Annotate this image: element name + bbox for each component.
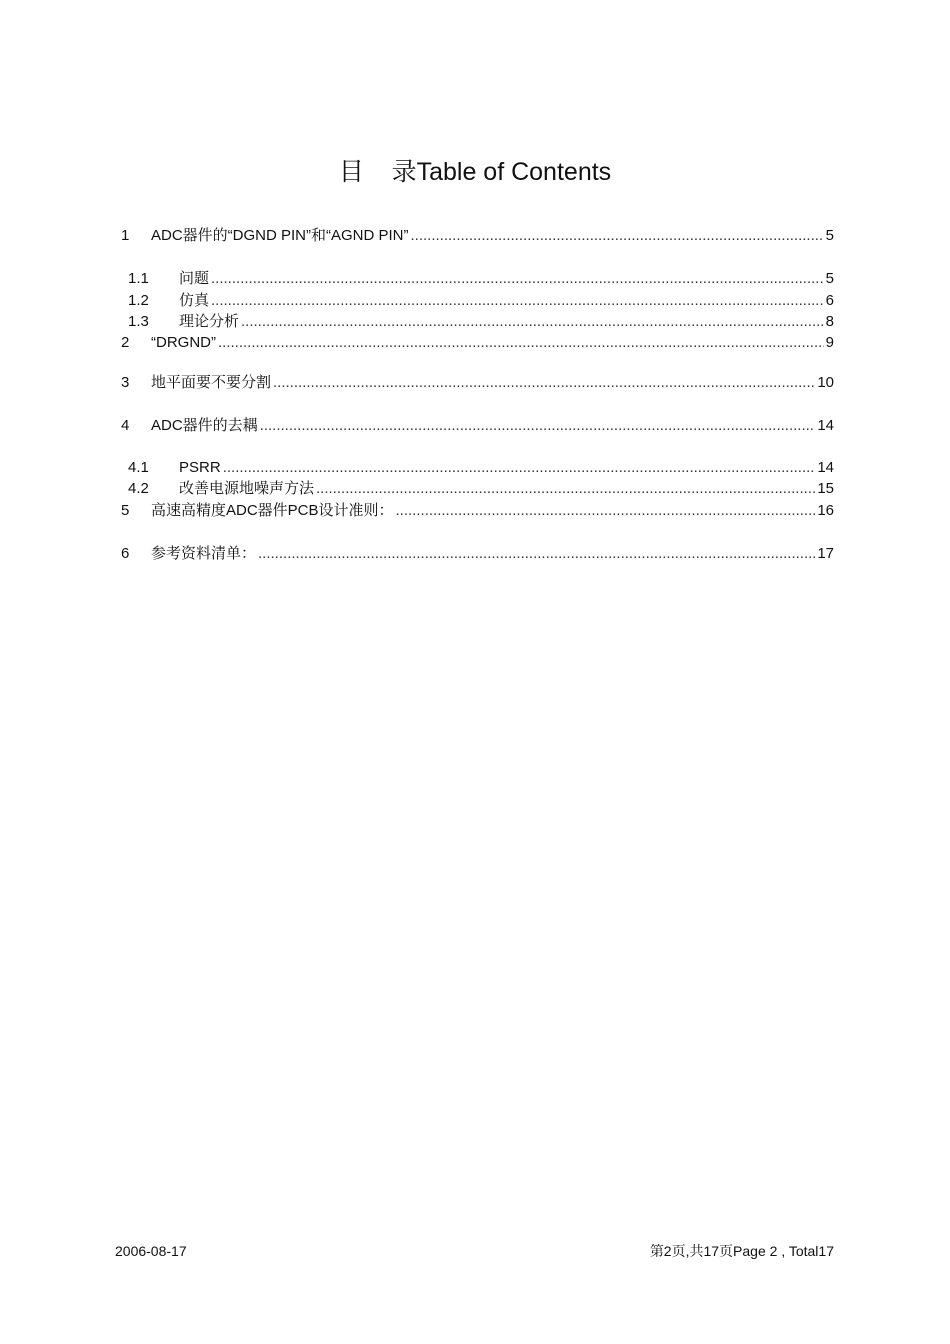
toc-title: 目 录Table of Contents — [338, 158, 612, 186]
toc-leader-dots — [223, 458, 816, 478]
toc-entry-number: 1 — [121, 227, 130, 244]
toc-entry-page: 17 — [817, 545, 834, 562]
toc-entry-title: 改善电源地噪声方法 — [179, 480, 315, 497]
toc-entry-title: 仿真 — [179, 292, 210, 309]
toc-entry[interactable] — [121, 501, 834, 521]
toc-leader-dots — [411, 226, 824, 246]
toc-entry-number: 4.2 — [128, 480, 149, 497]
toc-entry-number: 1.1 — [128, 270, 149, 287]
toc-entry-page: 10 — [817, 374, 834, 391]
footer-page-info: 第2页,共17页Page 2 , Total17 — [649, 1243, 834, 1259]
toc-entry-title: “DRGND” — [151, 334, 216, 351]
toc-entry-page: 16 — [817, 502, 834, 519]
toc-leader-dots — [218, 333, 824, 353]
toc-entry[interactable] — [121, 269, 834, 289]
table-of-contents — [121, 0, 834, 600]
toc-entry[interactable] — [121, 226, 834, 246]
toc-entry-title: 地平面要不要分割 — [151, 374, 272, 391]
toc-entry[interactable] — [121, 312, 834, 332]
toc-leader-dots — [273, 373, 815, 393]
toc-entry-page: 5 — [825, 270, 834, 287]
toc-entry[interactable] — [121, 544, 834, 564]
toc-entry-page: 14 — [817, 417, 834, 434]
toc-leader-dots — [211, 269, 824, 289]
toc-entry[interactable] — [121, 291, 834, 311]
toc-entry-number: 5 — [121, 502, 130, 519]
toc-leader-dots — [241, 312, 824, 332]
toc-entry-page: 9 — [825, 334, 834, 351]
toc-entry-number: 4.1 — [128, 459, 149, 476]
toc-leader-dots — [258, 544, 815, 564]
toc-entry-page: 5 — [825, 227, 834, 244]
toc-entry-number: 1.3 — [128, 313, 149, 330]
toc-entry[interactable] — [121, 373, 834, 393]
toc-entry-number: 4 — [121, 417, 130, 434]
toc-entry-title: PSRR — [179, 459, 221, 476]
toc-entry-title: 问题 — [179, 270, 210, 287]
toc-entry-title: ADC器件的“DGND PIN”和“AGND PIN” — [151, 227, 409, 244]
toc-entry-page: 8 — [825, 313, 834, 330]
toc-leader-dots — [316, 479, 815, 499]
toc-entry-title: ADC器件的去耦 — [151, 417, 258, 434]
toc-entry-page: 15 — [817, 480, 834, 497]
toc-entry-title: 参考资料清单： — [151, 545, 257, 562]
toc-entry[interactable] — [121, 479, 834, 499]
toc-entry-page: 14 — [817, 459, 834, 476]
toc-entry-page: 6 — [825, 292, 834, 309]
toc-entry[interactable] — [121, 416, 834, 436]
toc-leader-dots — [396, 501, 816, 521]
toc-entry-number: 3 — [121, 374, 130, 391]
toc-entry-number: 6 — [121, 545, 130, 562]
toc-entry-title: 理论分析 — [179, 313, 240, 330]
toc-entry[interactable] — [121, 458, 834, 478]
toc-entry-title: 高速高精度ADC器件PCB设计准则： — [151, 502, 394, 519]
toc-leader-dots — [260, 416, 816, 436]
toc-entry-number: 2 — [121, 334, 130, 351]
toc-leader-dots — [211, 291, 824, 311]
toc-entry-number: 1.2 — [128, 292, 149, 309]
footer-date: 2006-08-17 — [115, 1243, 187, 1259]
toc-entry[interactable] — [121, 333, 834, 353]
